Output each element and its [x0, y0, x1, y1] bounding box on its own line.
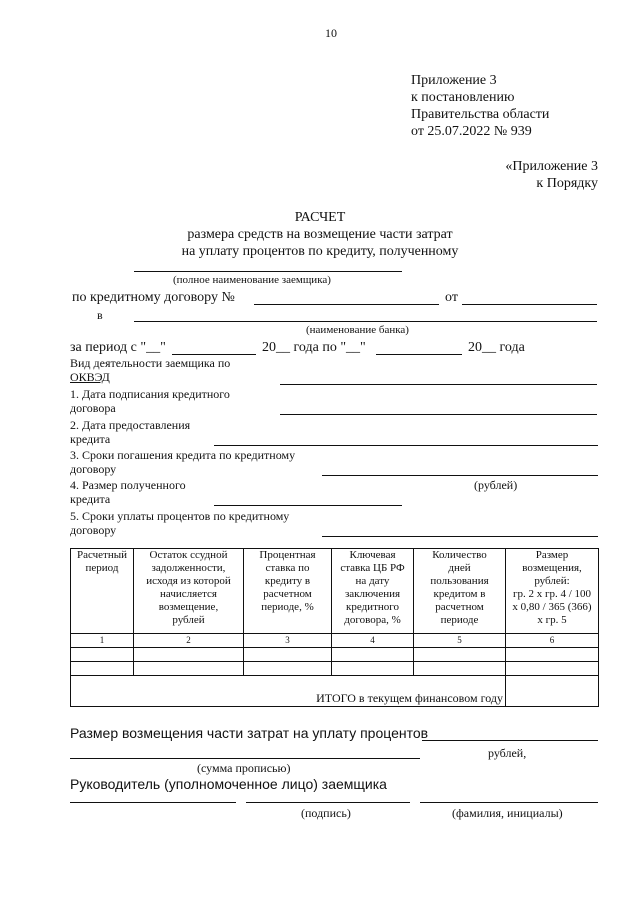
item3-label-1: 3. Сроки погашения кредита по кредитному	[70, 448, 296, 462]
table-number-cell: 4	[332, 634, 414, 648]
title-line-2: на уплату процентов по кредиту, полученному	[181, 244, 459, 259]
table-number-cell: 5	[414, 634, 506, 648]
item5-line[interactable]	[322, 536, 598, 537]
table-total-value[interactable]	[506, 676, 599, 707]
appendix-order-line-2: к Порядку	[536, 176, 598, 191]
table-number-row	[71, 634, 599, 648]
table-cell[interactable]	[414, 662, 506, 676]
activity-label-1: Вид деятельности заемщика по	[70, 356, 231, 370]
item2-label-1: 2. Дата предоставления	[70, 418, 191, 432]
contract-date-line[interactable]	[462, 304, 597, 305]
borrower-name-line[interactable]	[134, 271, 402, 272]
period-mid-label: 20__ года по "__"	[262, 340, 366, 355]
table-cell[interactable]	[414, 648, 506, 662]
item1-label-2: договора	[70, 401, 116, 415]
appendix-line-1: Приложение 3	[411, 73, 497, 88]
table-header-cell: Процентная ставка по кредиту в расчетном периоде, %	[244, 549, 332, 634]
table-total-row	[71, 676, 599, 707]
item1-label-1: 1. Дата подписания кредитного	[70, 387, 230, 401]
table-row	[71, 648, 599, 662]
appendix-line-3: Правительства области	[411, 107, 550, 122]
item1-line[interactable]	[280, 414, 597, 415]
bank-hint: (наименование банка)	[306, 324, 409, 336]
title-line-1: размера средств на возмещение части затрат	[187, 227, 453, 242]
table-header-cell: Размер возмещения, рублей: гр. 2 х гр. 4 / 100 х 0,80 / 365 (366) х гр. 5	[506, 549, 599, 634]
period-start-month-line[interactable]	[172, 354, 256, 355]
rubles-label: рублей,	[488, 746, 527, 760]
table-header-cell: Количество дней пользования кредитом в расчетном периоде	[414, 549, 506, 634]
signature-line[interactable]	[246, 802, 410, 803]
table-number-cell: 3	[244, 634, 332, 648]
item3-line[interactable]	[322, 475, 598, 476]
calculation-table	[70, 548, 599, 707]
name-line[interactable]	[420, 802, 598, 803]
head-label: Руководитель (уполномоченное лицо) заемщика	[70, 776, 387, 792]
compensation-words-line[interactable]	[70, 758, 420, 759]
contract-number-line[interactable]	[254, 304, 439, 305]
activity-label-2: ОКВЭД	[70, 370, 110, 384]
contract-from-label: от	[445, 290, 458, 305]
item5-label-2: договору	[70, 523, 117, 537]
item4-line[interactable]	[214, 505, 402, 506]
table-cell[interactable]	[71, 648, 134, 662]
table-number-cell: 6	[506, 634, 599, 648]
bank-name-line[interactable]	[134, 321, 597, 322]
document-title: РАСЧЕТ	[294, 210, 346, 225]
compensation-label: Размер возмещения части затрат на уплату процентов	[70, 725, 429, 741]
item4-label-1: 4. Размер полученного	[70, 478, 186, 492]
table-cell[interactable]	[506, 662, 599, 676]
name-hint: (фамилия, инициалы)	[452, 806, 563, 820]
item4-unit: (рублей)	[474, 478, 518, 492]
table-cell[interactable]	[134, 662, 244, 676]
table-cell[interactable]	[332, 662, 414, 676]
bank-in-label: в	[97, 308, 103, 322]
table-row	[71, 662, 599, 676]
signature-hint: (подпись)	[301, 806, 351, 820]
period-end-month-line[interactable]	[376, 354, 462, 355]
table-header-row	[71, 549, 599, 634]
table-header-cell: Остаток ссудной задолженности, исходя из которой начисляется возмещение, рублей	[134, 549, 244, 634]
table-number-cell: 1	[71, 634, 134, 648]
activity-line[interactable]	[280, 384, 597, 385]
appendix-line-4: от 25.07.2022 № 939	[411, 124, 532, 139]
position-line[interactable]	[70, 802, 236, 803]
period-end-label: 20__ года	[468, 340, 525, 355]
item4-label-2: кредита	[70, 492, 111, 506]
table-cell[interactable]	[332, 648, 414, 662]
words-hint: (сумма прописью)	[197, 761, 291, 775]
table-header-cell: Ключевая ставка ЦБ РФ на дату заключения кредитного договора, %	[332, 549, 414, 634]
table-cell[interactable]	[71, 662, 134, 676]
item5-label-1: 5. Сроки уплаты процентов по кредитному	[70, 509, 290, 523]
table-cell[interactable]	[244, 648, 332, 662]
item3-label-2: договору	[70, 462, 117, 476]
table-number-cell: 2	[134, 634, 244, 648]
page-number: 10	[325, 26, 337, 40]
item2-label-2: кредита	[70, 432, 111, 446]
borrower-hint: (полное наименование заемщика)	[173, 274, 331, 286]
compensation-amount-line[interactable]	[422, 740, 598, 741]
table-cell[interactable]	[134, 648, 244, 662]
item2-line[interactable]	[214, 445, 598, 446]
table-header-cell: Расчетный период	[71, 549, 134, 634]
table-total-label: ИТОГО в текущем финансовом году	[71, 676, 506, 707]
table-cell[interactable]	[506, 648, 599, 662]
period-start-label: за период с "__"	[70, 340, 166, 355]
table-cell[interactable]	[244, 662, 332, 676]
appendix-line-2: к постановлению	[411, 90, 515, 105]
contract-label: по кредитному договору №	[72, 290, 235, 305]
appendix-order-line-1: «Приложение 3	[505, 159, 598, 174]
